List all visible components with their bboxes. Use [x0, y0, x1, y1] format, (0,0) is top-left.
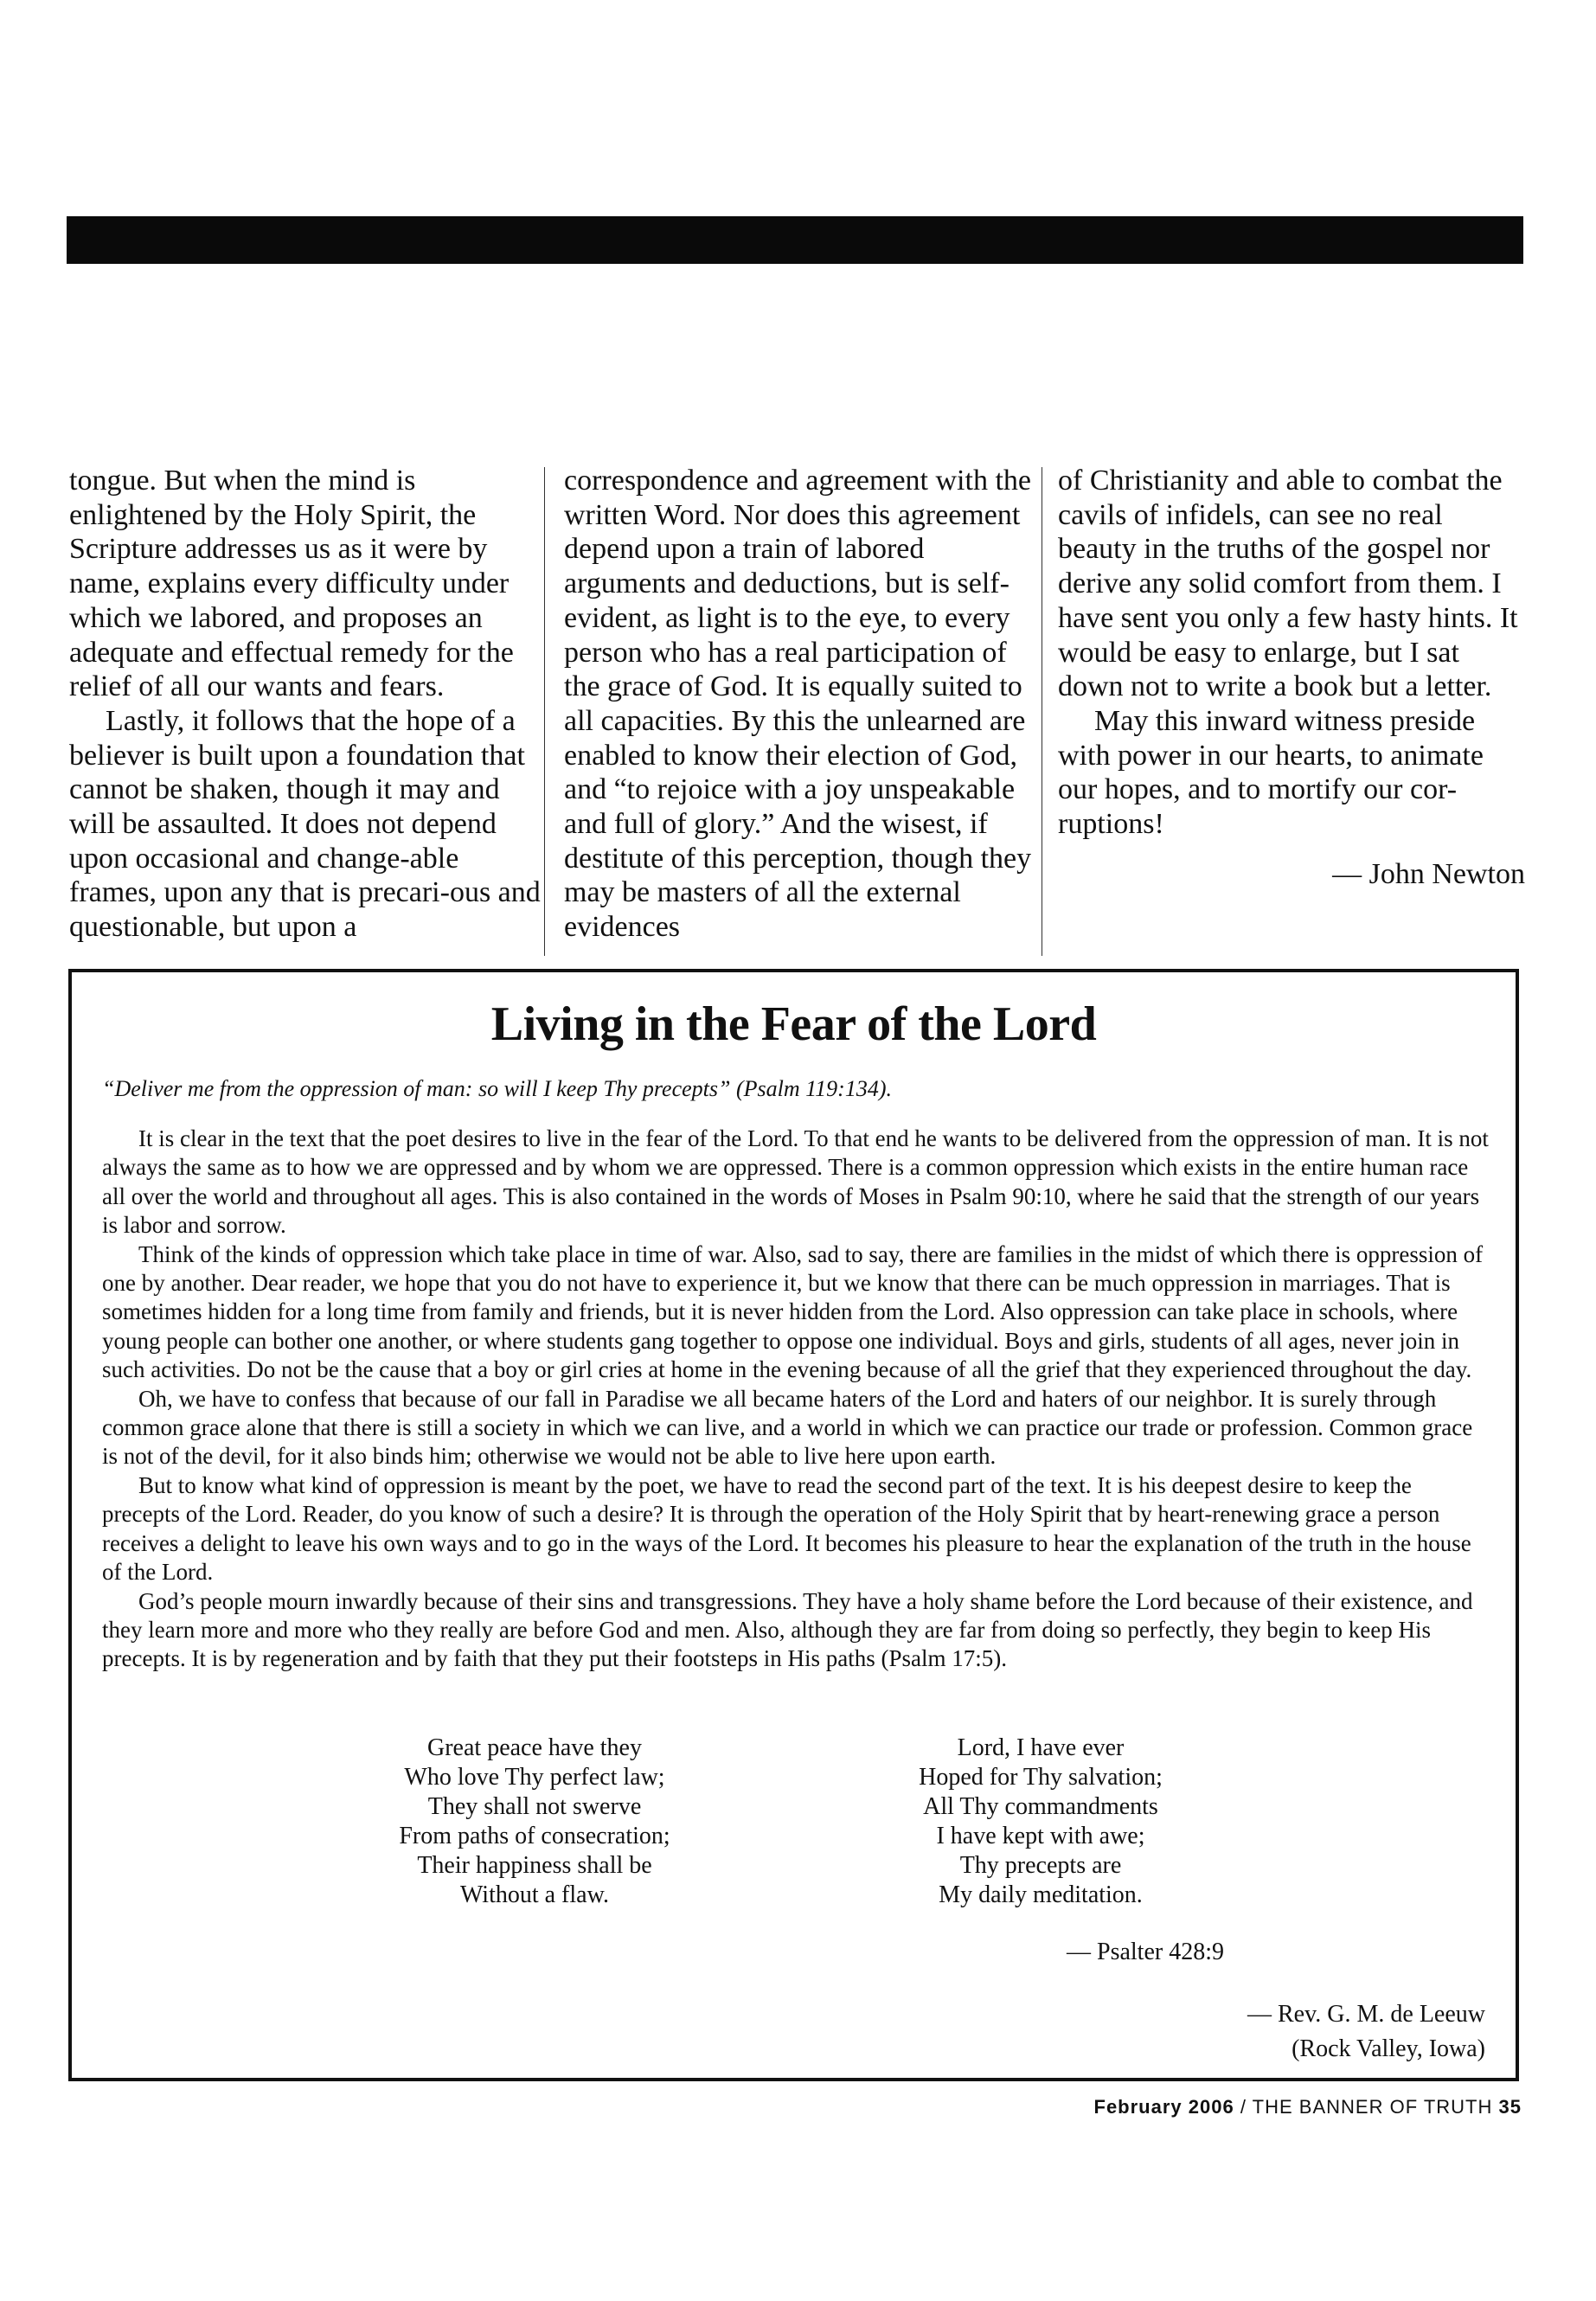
psalter-reference: — Psalter 428:9 — [1067, 1939, 1224, 1965]
verse-line: Lord, I have ever — [957, 1734, 1125, 1761]
article-column-1 — [69, 464, 545, 945]
verse-line: From paths of consecration; — [399, 1823, 670, 1849]
author-name: — Rev. G. M. de Leeuw — [1247, 2001, 1485, 2028]
paragraph: tongue. But when the mind is enlightened by the Holy Spirit, the Scripture addresses us as it were by name, explains every difficulty under which we labored, and proposes an adequate and effectual remedy for the relief of all our wants and fears. — [69, 465, 514, 703]
footer-separator: / — [1240, 2096, 1247, 2118]
column-divider — [544, 467, 545, 956]
box-body — [102, 1125, 1490, 1674]
article-column-3 — [1058, 464, 1525, 891]
verse-line: My daily meditation. — [939, 1881, 1143, 1908]
paragraph: It is clear in the text that the poet desires to live in the fear of the Lord. To that end he wants to be delivered from the oppression of man. It is not always the same as to how we are oppressed and by whom we are oppressed. There is a common oppression which exists in the entire human race all over the world and throughout all ages. This is also contained in the words of Moses in Psalm 90:10, where he said that the strength of our years is labor and sorrow. — [102, 1125, 1489, 1239]
verse-left — [353, 1734, 716, 1910]
paragraph: God’s people mourn inwardly because of their sins and transgressions. They have a holy shame before the Lord because of their existence, and they learn more and more who they really are before God and men. Also, although they are far from doing so perfectly, they begin to keep His precepts. It is by regeneration and by faith that they put their footsteps in His paths (Psalm 17:5). — [102, 1587, 1473, 1672]
verse-right — [859, 1734, 1222, 1910]
paragraph: correspondence and agreement with the written Word. Nor does this agreement depend upon a train of labored arguments and deductions, but is self-evident, as light is to the eye, to every person who has a real participation of the grace of God. It is equally suited to all capacities. By this the unlearned are enabled to know their election of God, and “to rejoice with a joy unspeakable and full of glory.” And the wisest, if destitute of this perception, though they may be masters of all the external evidences — [564, 465, 1032, 944]
epigraph: “Deliver me from the oppression of man: so will I keep Thy precepts” (Psalm 119:134). — [102, 1076, 892, 1101]
paragraph: of Christianity and able to combat the cavils of infidels, can see no real beauty in the truths of the gospel nor derive any solid comfort from them. I have sent you only a few hasty hints. It would be easy to enlarge, but I sat down not to write a book but a letter. — [1058, 465, 1518, 703]
author-block — [1247, 1997, 1485, 2067]
article-column-2 — [564, 464, 1040, 945]
verse-line: All Thy commandments — [923, 1793, 1158, 1820]
box-title: Living in the Fear of the Lord — [490, 997, 1097, 1051]
verse-line: I have kept with awe; — [936, 1823, 1145, 1849]
verse-line: Thy precepts are — [959, 1852, 1122, 1879]
publication-name: THE BANNER OF TRUTH — [1252, 2096, 1493, 2118]
author-location: (Rock Valley, Iowa) — [1292, 2035, 1485, 2062]
page-number: 35 — [1498, 2096, 1522, 2118]
page-footer — [1094, 2096, 1522, 2118]
paragraph: Oh, we have to confess that because of our fall in Paradise we all became haters of the Lord and haters of our neighbor. It is surely through common grace alone that there is still a society in which we can live, and a world in which we can practice our trade or profession. Common grace is not of the devil, for it also binds him; otherwise we would not be able to live here upon earth. — [102, 1385, 1473, 1470]
paragraph: Lastly, it follows that the hope of a believer is built upon a foundation that cannot be shaken, though it may and will be assaulted. It does not depend upon occasional and change-able frames, upon any that is precari-ous and questionable, but upon a — [69, 704, 541, 944]
header-bar — [67, 216, 1523, 264]
verse-line: Who love Thy perfect law; — [404, 1764, 665, 1791]
paragraph: Think of the kinds of oppression which take place in time of war. Also, sad to say, there are families in the midst of which there is oppression of one by another. Dear reader, we hope that you do not have to experience it, but we know that there can be much oppression in marriages. That is sometimes hidden for a long time from family and friends, but it is never hidden from the Lord. Also oppression can take place in schools, where young people can bother one another, or where students gang together to oppose one individual. Boys and girls, students of all ages, never join in such activities. Do not be the cause that a boy or girl cries at home in the evening because of all the grief that they experienced throughout the day. — [102, 1240, 1484, 1383]
paragraph: But to know what kind of oppression is meant by the poet, we have to read the second part of the text. It is his deepest desire to keep the precepts of the Lord. Reader, do you know of such a desire? It is through the operation of the Holy Spirit that by heart-renewing grace a person receives a delight to leave his own ways and to go in the ways of the Lord. It becomes his pleasure to hear the explanation of the truth in the house of the Lord. — [102, 1471, 1471, 1586]
verse-line: Hoped for Thy salvation; — [919, 1764, 1163, 1791]
article-signature: — John Newton — [1332, 857, 1525, 890]
verse-line: Great peace have they — [427, 1734, 642, 1761]
verse-line: Without a flaw. — [459, 1881, 609, 1908]
verse-line: They shall not swerve — [427, 1793, 642, 1820]
issue-date: February 2006 — [1093, 2096, 1234, 2118]
paragraph: May this inward witness preside with power in our hearts, to animate our hopes, and to mortify our cor-ruptions! — [1058, 704, 1484, 841]
boxed-article — [68, 969, 1519, 2081]
verse-line: Their happiness shall be — [417, 1852, 652, 1879]
